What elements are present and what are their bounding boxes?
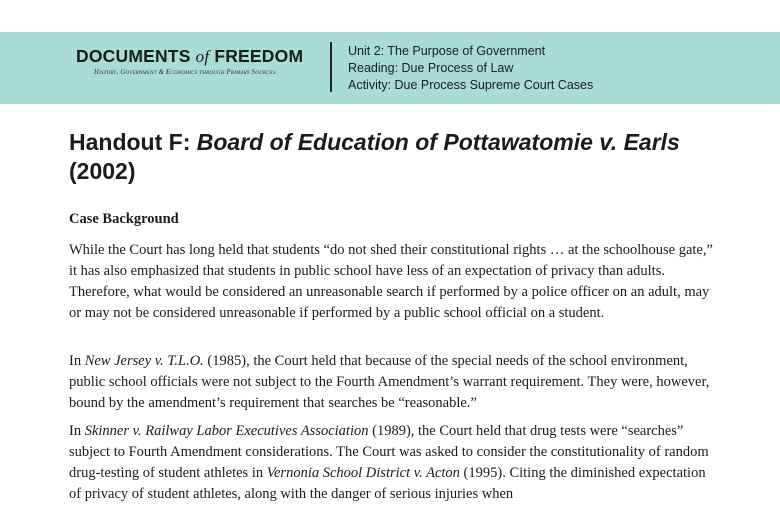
header-banner: [0, 32, 780, 104]
p2-text-b: (1985), the Court held that because of the special needs of the school environment, public school officials were not subject to the Fourth Amendment’s warrant requirement. They were, however, bound by the amendment’s requirement that searches be “reasonable.”: [69, 353, 710, 411]
logo-subtitle: History, Government & Economics through Primary Sources: [94, 69, 276, 76]
paragraph-3: [69, 421, 719, 505]
title-case-name: Board of Education of Pottawatomie v. Earls: [196, 129, 680, 155]
p3-text-a: In: [69, 423, 85, 439]
paragraph-1: While the Court has long held that students “do not shed their constitutional rights … at the schoolhouse gate,” it has also emphasized that students in public school have less of an expectation of privacy than adults. Therefore, what would be considered an unreasonable search if performed by a police officer on an adult, may or may not be considered unreasonable if performed by a public school official on a student.: [69, 242, 713, 321]
activity-label: Activity: Due Process Supreme Court Cases: [348, 78, 594, 92]
handout-title: [69, 128, 729, 186]
logo-word-freedom: FREEDOM: [214, 46, 304, 66]
p3-text-c: (1995). Citing the diminished expectation of privacy of student athletes, along with the danger of serious injuries when: [69, 465, 706, 502]
title-year: (2002): [69, 158, 136, 184]
reading-label: Reading: Due Process of Law: [348, 61, 514, 75]
p2-text-a: In: [69, 353, 85, 369]
p3-case-name-2: Vernonia School District v. Acton: [266, 465, 460, 481]
logo-word-documents: DOCUMENTS: [76, 46, 191, 66]
p2-case-name: New Jersey v. T.L.O.: [84, 353, 204, 369]
logo-wordmark: [76, 46, 316, 67]
title-prefix: Handout F:: [69, 129, 197, 155]
header-divider: [330, 42, 332, 92]
unit-info: [348, 43, 593, 94]
unit-label: Unit 2: The Purpose of Government: [348, 44, 546, 58]
logo-word-of: of: [195, 47, 210, 66]
case-background-heading: Case Background: [69, 211, 179, 227]
paragraph-2: [69, 351, 719, 414]
p3-text-b: (1989), the Court held that drug tests were “searches” subject to Fourth Amendment considerations. The Court was asked to consider the constitutionality of random drug-testing of student athletes in: [69, 423, 709, 481]
documents-of-freedom-logo: [76, 46, 316, 76]
p3-case-name-1: Skinner v. Railway Labor Executives Association: [84, 423, 369, 439]
